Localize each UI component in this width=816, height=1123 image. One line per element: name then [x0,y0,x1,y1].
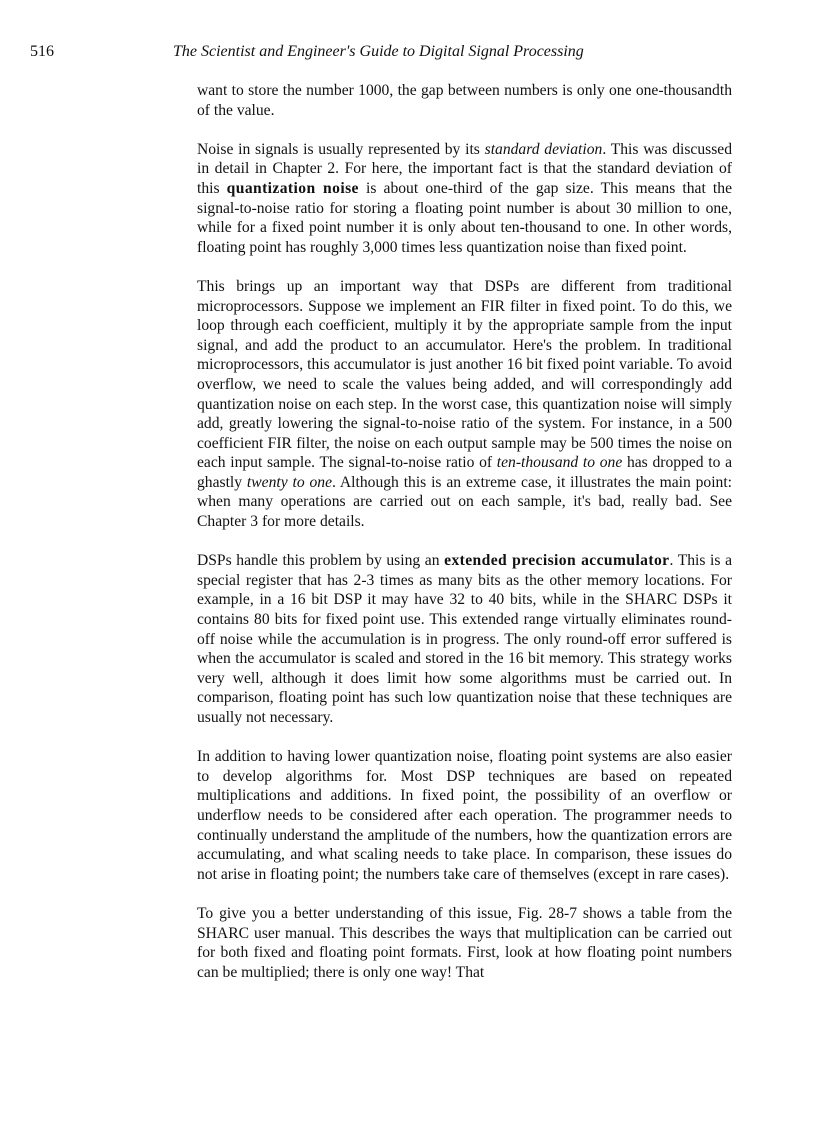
term-quantization-noise: quantization noise [226,179,359,197]
page-number: 516 [30,43,54,60]
paragraph-4 [197,551,732,727]
paragraph-2 [197,140,732,258]
term-extended-precision-accumulator: extended precision accumulator [444,552,670,570]
paragraph-text: Noise in signals is usually represented by its [197,140,485,158]
paragraph-3 [197,277,732,532]
paragraph-text: To give you a better understanding of this issue, Fig. 28-7 shows a table from the SHARC user manual. This describes the ways that multiplication can be carried out for both fixed and floating point formats. First, look at how floating point numbers can be multiplied; there is only one way! That [197,904,732,981]
term-standard-deviation: standard deviation [484,140,603,158]
body-text [197,81,732,1002]
emphasis-twenty-to-one: twenty to one [246,473,333,491]
paragraph-text: DSPs handle this problem by using an [197,552,445,570]
paragraph-text: This brings up an important way that DSPs are different from traditional microprocessors. Suppose we implement an FIR filter in fixed point. To do this, we loop through each coefficient, multiply it by the appropriate sample from the input signal, and add the product to an accumulator. Here's the problem. In traditional microprocessors, this accumulator is just another 16 bit fixed point variable. To avoid overflow, we need to scale the values being added, and will correspondingly add quantization noise on each step. In the worst case, this quantization noise will simply add, greatly lowering the signal-to-noise ratio of the system. For instance, in a 500 coefficient FIR filter, the noise on each output sample may be 500 times the noise on each input sample. The signal-to-noise ratio of [197,277,732,472]
paragraph-text: has dropped to a ghastly [197,454,732,491]
paragraph-text: want to store the number 1000, the gap between numbers is only one one-thousandth of the value. [197,82,732,119]
paragraph-text: . This was discussed in detail in Chapter 2. For here, the important fact is that the standard deviation of this [197,140,733,197]
emphasis-ten-thousand-to-one: ten-thousand to one [496,454,623,472]
paragraph-text: is about one-third of the gap size. This means that the signal-to-noise ratio for storing a floating point number is about 30 million to one, while for a fixed point number it is only about ten-thousand to one. In other words, floating point has roughly 3,000 times less quantization noise than fixed point. [197,179,732,256]
paragraph-text: In addition to having lower quantization noise, floating point systems are also easier to develop algorithms for. Most DSP techniques are based on repeated multiplications and additions. In fixed point, the possibility of an overflow or underflow needs to be considered after each operation. The programmer needs to continually understand the amplitude of the numbers, how the quantization errors are accumulating, and what scaling needs to take place. In comparison, these issues do not arise in floating point; the numbers take care of themselves (except in rare cases). [197,748,732,883]
page-header [30,42,790,64]
paragraph-text: . This is a special register that has 2-3 times as many bits as the other memory locations. For example, in a 16 bit DSP it may have 32 to 40 bits, while in the SHARC DSPs it contains 80 bits for fixed point use. This extended range virtually eliminates round-off noise while the accumulation is in progress. The only round-off error suffered is when the accumulator is scaled and stored in the 16 bit memory. This strategy works very well, although it does limit how some algorithms must be carried out. In comparison, floating point has such low quantization noise that these techniques are usually not necessary. [197,552,732,726]
paragraph-text: . Although this is an extreme case, it illustrates the main point: when many operations are carried out on each sample, it's bad, really bad. See Chapter 3 for more details. [197,473,733,531]
running-title: The Scientist and Engineer's Guide to Digital Signal Processing [173,43,584,60]
paragraph-6 [197,904,732,982]
paragraph-5 [197,747,732,884]
paragraph-1 [197,81,732,120]
